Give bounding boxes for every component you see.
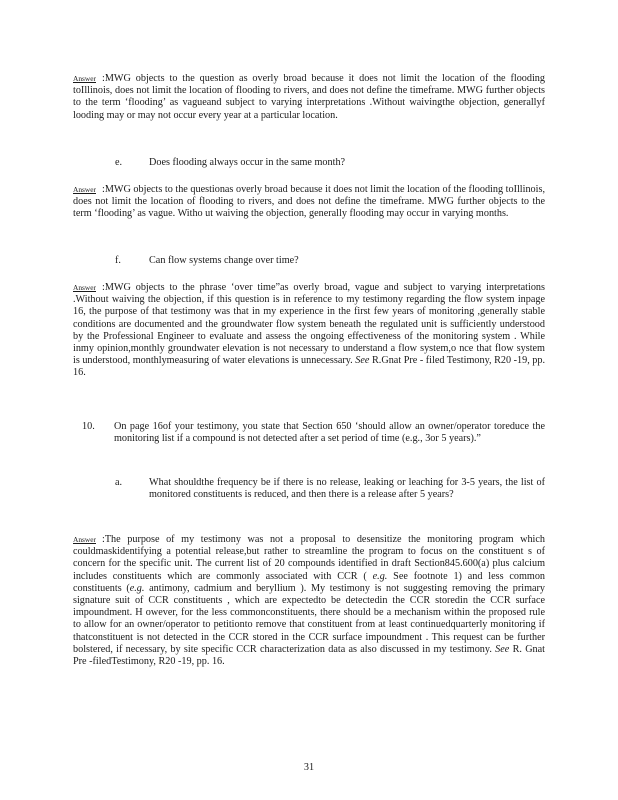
answer-text: :MWG objects to the phrase ‘over time”as overly broad, vague and subject to varying interpretations .Without waiving the objection, if this question is in reference to my testimony regarding the flow system inpage 16, the purpose of that testimony was that in my experience in the first few years of monitoring ,generally stable conditions are documented and the groundwater flow system beneath the regulated unit is sufficiently understood by the Professional Engineer to evaluate and assess the ongoing effectiveness of the monitoring system . While inmy opinion,monthly groundwater elevation is not necessary to understand a flow system,o nce that flow system is understood, monthlymeasuring of water elevations is unnecessary. <box>73 282 545 367</box>
sub-question-text: Can flow systems change over time? <box>149 255 299 266</box>
sub-question-letter: f. <box>115 255 121 266</box>
sub-question-text: What shouldthe frequency be if there is no release, leaking or leaching for 3-5 years, the list of monitored constituents is reduced, and then there is a release after 5 years? <box>149 477 545 501</box>
answer-label: Answer <box>73 283 96 292</box>
sub-question-f <box>115 255 299 267</box>
question-number: 10. <box>82 421 95 432</box>
answer-paragraph-f <box>73 282 545 380</box>
answer-text: :MWG objects to the question as overly broad because it does not limit the location of the flooding toIllinois, does not limit the location of flooding to rivers, and does not define the timeframe. MWG further objects to the term ‘flooding’ as vagueand subject to varying interpretations .Without waivingthe objection, generallyf looding may or may not occur every year at a particular location. <box>73 73 545 121</box>
answer-label: Answer <box>73 74 96 83</box>
answer-label: Answer <box>73 535 96 544</box>
answer-paragraph-d <box>73 73 545 122</box>
sub-question-a <box>115 477 545 501</box>
answer-text-part-2: See footnote 1) and less common constituents ( <box>73 570 546 594</box>
sub-question-letter: e. <box>115 157 123 168</box>
example-abbrev: e.g. <box>129 582 145 594</box>
citation-see: See <box>495 643 510 655</box>
sub-question-letter: a. <box>115 477 123 488</box>
answer-text: :MWG objects to the questionas overly broad because it does not limit the location of the flooding toIllinois, does not limit the location of flooding to rivers, and does not define the timeframe. MWG further objects to the term ‘flooding’ as vague. Witho ut waiving the objection, generally flooding may occur in varying months. <box>73 184 545 220</box>
citation-see: See <box>355 355 370 367</box>
answer-paragraph-e <box>73 184 545 221</box>
answer-text-part-1: :The purpose of my testimony was not a proposal to desensitize the monitoring program which couldmaskidentifying a potential release,but rather to streamline the program to focus on the constituent s of concern for the specific unit. The current list of 20 compounds identified in draft Section845.600(a) plus calcium includes constituents which are commonly associated with CCR ( <box>73 534 545 582</box>
question-text: On page 16of your testimony, you state that Section 650 ‘should allow an owner/operator toreduce the monitoring list if a compound is not detected after a set period of time (e.g., 3or 5 years).” <box>114 421 545 445</box>
page-number: 31 <box>303 762 315 773</box>
question-10 <box>82 421 545 445</box>
answer-text-part-3: antimony, cadmium and beryllium ). My testimony is not suggesting removing the primary signature suit of CCR constituents , which are expectedto be detectedin the CCR storedin the CCR surface impoundment. H owever, for the less commonconstituents, there should be a mechanism within the proposed rule to allow for an owner/operator to petitionto remove that constituent from at least continuedquarterly monitoring if thatconstituent is not detected in the CCR stored in the CCR surface impoundment . This request can be further bolstered, if necessary, by site specific CCR characterization data as also discussed in my testimony. <box>73 582 546 655</box>
answer-paragraph-a <box>73 534 545 668</box>
example-abbrev: e.g. <box>372 570 388 582</box>
citation-text: R. Gnat Pre -filedTestimony, R20 -19, pp. 16. <box>73 643 546 668</box>
answer-label: Answer <box>73 185 96 194</box>
sub-question-e <box>115 157 345 169</box>
sub-question-text: Does flooding always occur in the same month? <box>149 157 346 168</box>
citation-text: R.Gnat Pre - filed Testimony, R20 -19, pp. 16. <box>73 355 546 379</box>
